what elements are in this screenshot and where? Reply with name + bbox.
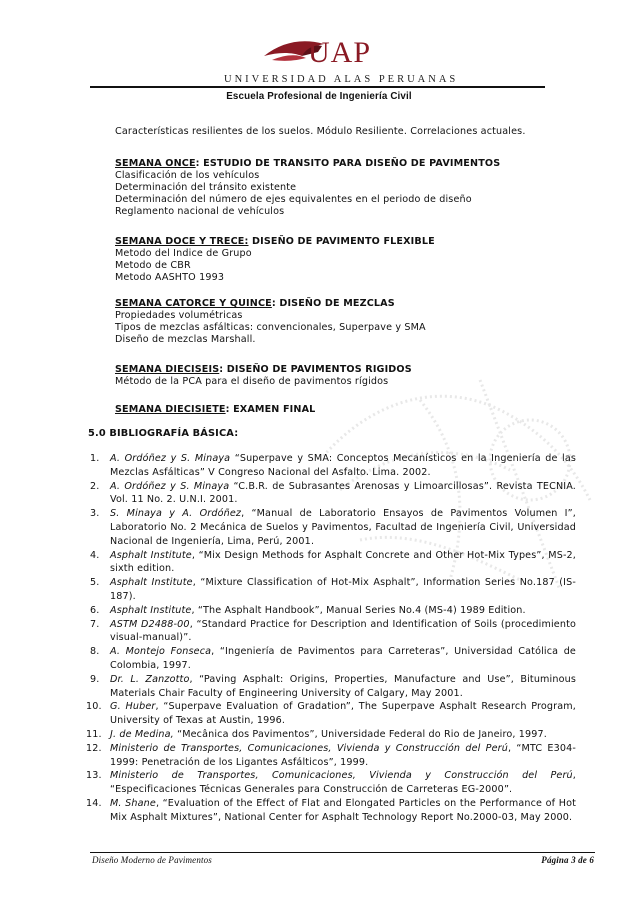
- week-item: Método de la PCA para el diseño de pavimentos rígidos: [115, 376, 389, 387]
- week-heading: [115, 364, 412, 376]
- week-item: Determinación del tránsito existente: [115, 182, 297, 193]
- university-name: UNIVERSIDAD ALAS PERUANAS: [224, 74, 459, 85]
- week-item: Metodo de CBR: [115, 260, 191, 271]
- week-title: : ESTUDIO DE TRANSITO PARA DISEÑO DE PAVIMENTOS: [195, 158, 501, 169]
- footer-divider: [90, 852, 595, 853]
- list-item: 13. Ministerio de Transportes, Comunicaciones, Vivienda y Construcción del Perú, “Especificaciones Técnicas Generales para Construcción de Carreteras EG-2000”.: [86, 770, 576, 796]
- week-item: Diseño de mezclas Marshall.: [115, 334, 256, 345]
- week-heading: [115, 236, 435, 248]
- list-item: 11. J. de Medina, “Mecânica dos Pavimentos”, Universidade Federal do Rio de Janeiro, 1997.: [86, 728, 547, 740]
- week-item: Metodo del Indice de Grupo: [115, 248, 252, 259]
- list-item: 5. Asphalt Institute, “Mixture Classification of Hot-Mix Asphalt”, Information Series No.187 (IS-187).: [90, 577, 576, 602]
- week-heading: [115, 404, 315, 416]
- week-item: Clasificación de los vehículos: [115, 170, 260, 181]
- week-title: : DISEÑO DE PAVIMENTOS RIGIDOS: [219, 364, 412, 375]
- week-label: SEMANA DIECISIETE: [115, 404, 226, 415]
- list-item: 1. A. Ordóñez y S. Minaya “Superpave y SMA: Conceptos Mecanísticos en la Ingeniería de las Mezclas Asfálticas” V Congreso Nacional del Asfalto. Lima. 2002.: [90, 453, 576, 478]
- week-title: DISEÑO DE PAVIMENTO FLEXIBLE: [248, 236, 435, 247]
- intro-line: Características resilientes de los suelos. Módulo Resiliente. Correlaciones actuales.: [115, 126, 526, 137]
- list-item: 3. S. Minaya y A. Ordóñez, “Manual de Laboratorio Ensayos de Pavimentos Volumen I”, Laboratorio No. 2 Mecánica de Suelos y Pavimentos, Facultad de Ingeniería Civil, Universidad Nacional de Ingeniería, Lima, Perú, 2001.: [90, 508, 576, 547]
- logo-text: UAP: [308, 36, 372, 69]
- list-item: 10. G. Huber, “Superpave Evaluation of Gradation”, The Superpave Asphalt Research Program, University of Texas at Austin, 1996.: [86, 701, 576, 727]
- list-item: 9. Dr. L. Zanzotto, “Paving Asphalt: Origins, Properties, Manufacture and Use”, Bituminous Materials Chair Faculty of Engineering University of Calgary, May 2001.: [90, 673, 576, 699]
- week-item: Metodo AASHTO 1993: [115, 272, 225, 283]
- week-label: SEMANA DOCE Y TRECE:: [115, 236, 249, 247]
- list-item: 14. M. Shane, “Evaluation of the Effect of Flat and Elongated Particles on the Performance of Hot Mix Asphalt Mixtures”, National Center for Asphalt Technology Report No.2000-03, May 2000.: [86, 797, 576, 823]
- header-divider: [90, 86, 545, 88]
- week-heading: [115, 298, 395, 310]
- week-title: : DISEÑO DE MEZCLAS: [271, 298, 395, 309]
- list-item: 6. Asphalt Institute, “The Asphalt Handbook”, Manual Series No.4 (MS-4) 1989 Edition.: [90, 604, 526, 616]
- list-item: 12. Ministerio de Transportes, Comunicaciones, Vivienda y Construcción del Perú, “MTC E304-1999: Penetración de los Ligantes Asfálticos”, 1999.: [86, 742, 576, 768]
- school-name: Escuela Profesional de Ingeniería Civil: [226, 91, 412, 102]
- page-number: Página 3 de 6: [541, 855, 594, 865]
- bibliography-heading: 5.0 BIBLIOGRAFÍA BÁSICA:: [88, 428, 239, 439]
- list-item: 8. A. Montejo Fonseca, “Ingeniería de Pavimentos para Carreteras”, Universidad Católica de Colombia, 1997.: [90, 646, 576, 671]
- week-title: : EXAMEN FINAL: [225, 404, 316, 415]
- week-item: Propiedades volumétricas: [115, 310, 243, 321]
- bibliography-list: [86, 452, 577, 825]
- list-item: 2. A. Ordóñez y S. Minaya “C.B.R. de Subrasantes Arenosas y Limoarcillosas”. Revista TECNIA. Vol. 11 No. 2. U.N.I. 2001.: [90, 480, 576, 506]
- list-item: 4. Asphalt Institute, “Mix Design Methods for Asphalt Concrete and Other Hot-Mix Types”, MS-2, sixth edition.: [90, 549, 577, 575]
- list-item: 7. ASTM D2488-00, “Standard Practice for Description and Identification of Soils (procedimiento visual-manual)”.: [90, 618, 577, 644]
- week-item: Tipos de mezclas asfálticas: convencionales, Superpave y SMA: [115, 322, 426, 333]
- footer-title: Diseño Moderno de Pavimentos: [92, 855, 212, 865]
- week-label: SEMANA CATORCE Y QUINCE: [115, 298, 272, 309]
- week-item: Determinación del número de ejes equivalentes en el periodo de diseño: [115, 194, 472, 205]
- week-item: Reglamento nacional de vehículos: [115, 206, 285, 217]
- week-label: SEMANA ONCE: [115, 158, 196, 169]
- week-label: SEMANA DIECISEIS: [115, 364, 220, 375]
- week-heading: [115, 158, 500, 170]
